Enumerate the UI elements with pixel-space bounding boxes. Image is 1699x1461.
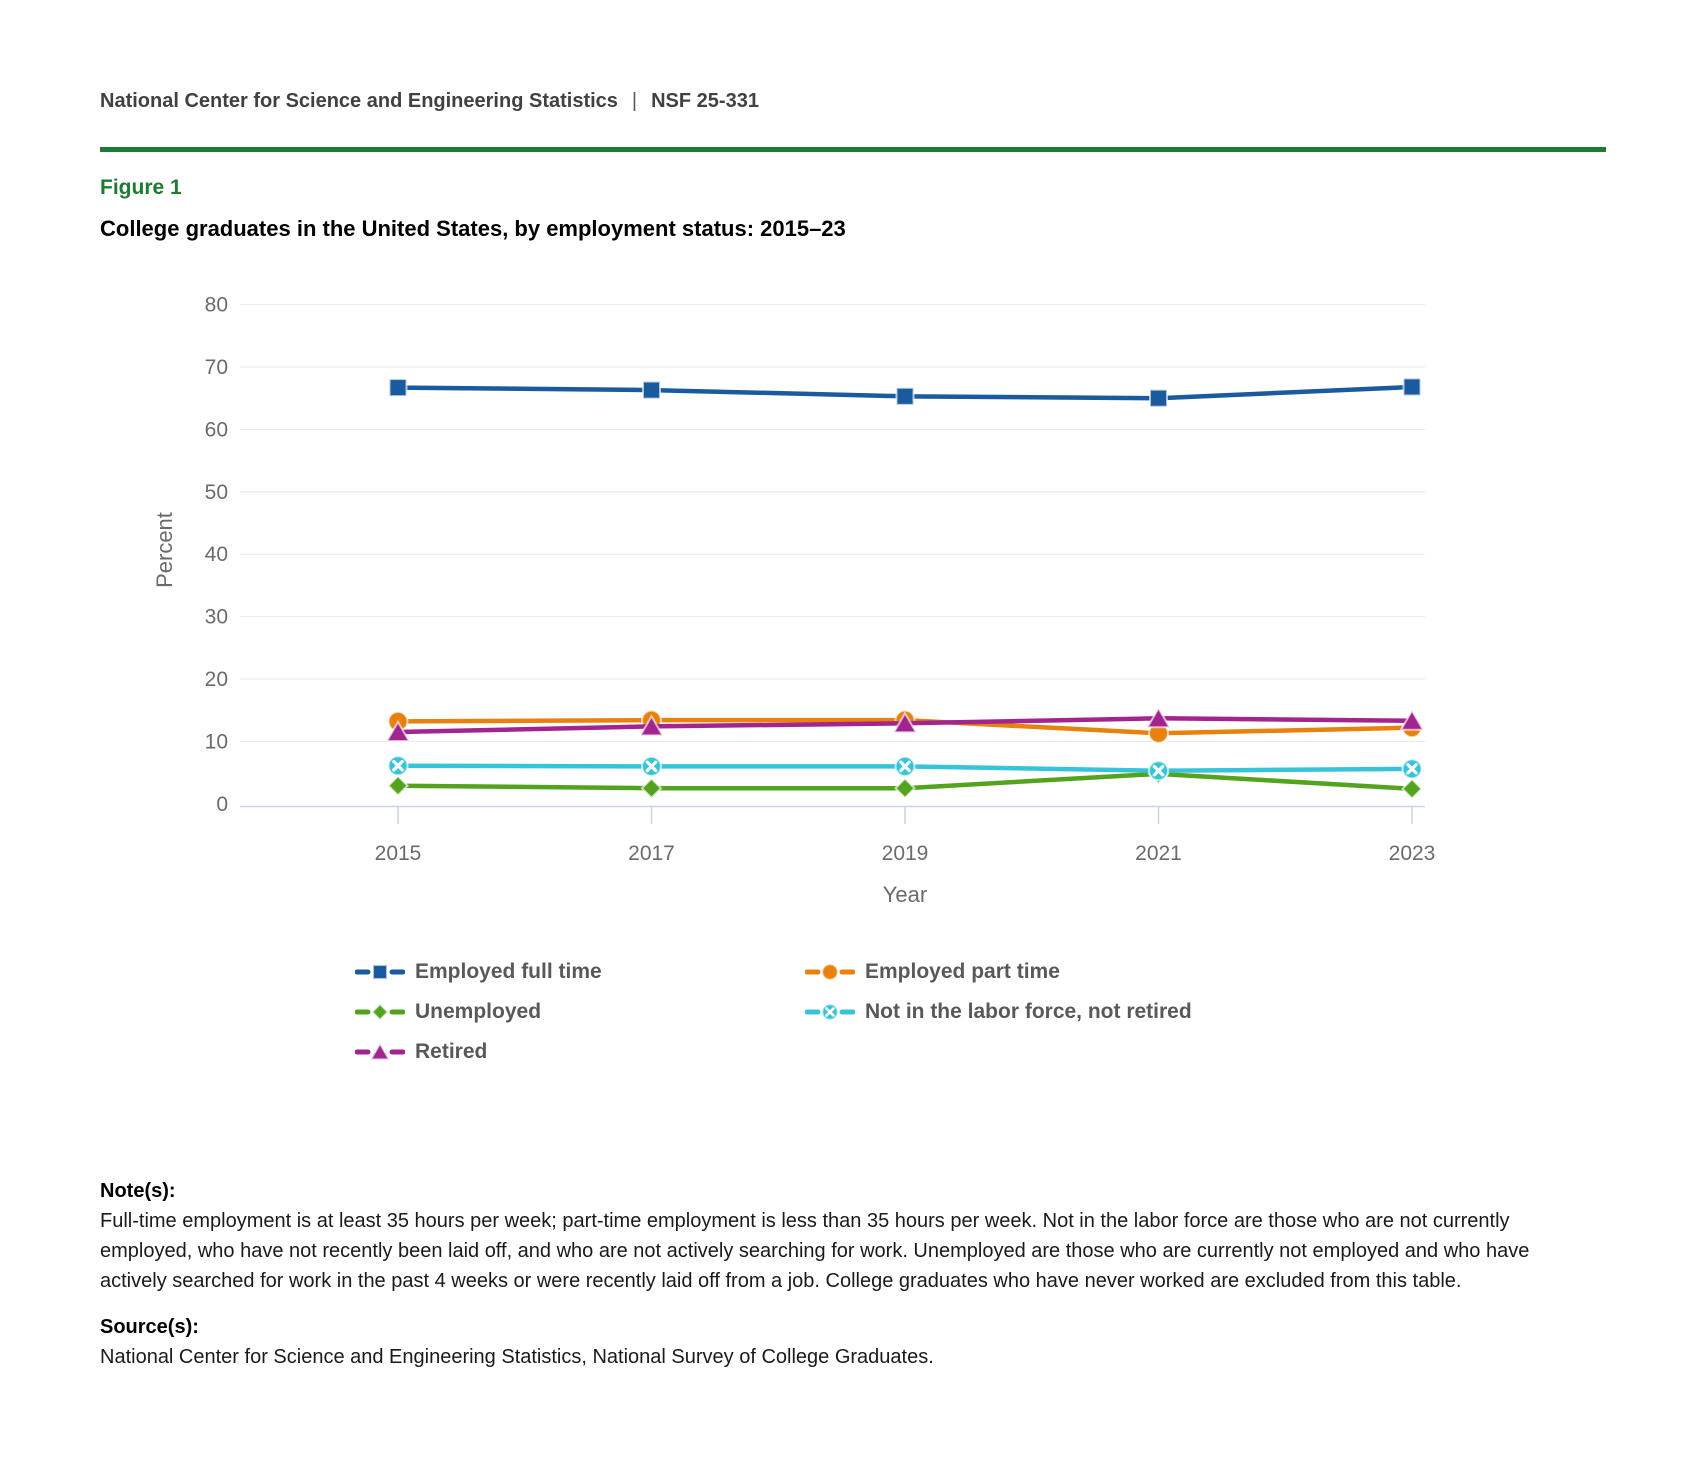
legend-item-not-in-labor-force[interactable] [805,1000,1192,1024]
report-number: NSF 25-331 [651,90,759,112]
marker-employed-full-time[interactable] [390,379,407,396]
legend-marker-employed-full-time[interactable] [373,965,387,979]
legend-label: Not in the labor force, not retired [865,1000,1192,1023]
y-axis-tick-label: 60 [204,418,228,442]
legend-item-employed-part-time[interactable] [805,960,1060,984]
sources-heading: Source(s): [100,1316,199,1338]
legend-label: Employed full time [415,960,602,983]
notes-section [100,1176,1600,1372]
line-chart [0,250,1500,930]
chart-svg [0,250,1500,930]
legend-label: Unemployed [415,1000,542,1023]
legend-label: Employed part time [865,960,1060,983]
legend-key-triangle-icon [355,1040,405,1064]
y-axis-tick-label: 10 [204,730,228,754]
legend-row [355,1032,1192,1072]
legend-key-circle-x-icon [805,1000,855,1024]
x-axis-tick-label: 2023 [1388,842,1436,865]
x-axis-title: Year [882,882,928,907]
header-separator: | [631,90,638,112]
figure-label: Figure 1 [100,176,182,199]
marker-unemployed[interactable] [1403,779,1422,798]
legend-item-employed-full-time[interactable] [355,960,805,984]
legend-row [355,952,1192,992]
figure-title: College graduates in the United States, by employment status: 2015–23 [100,216,846,241]
marker-unemployed[interactable] [896,779,915,798]
y-axis-tick-label: 80 [204,293,228,317]
y-axis-tick-label: 70 [204,356,228,379]
x-axis-tick-label: 2015 [374,842,422,865]
sources-body: National Center for Science and Engineering Statistics, National Survey of College Graduates. [100,1346,934,1368]
y-axis-tick-label: 40 [204,543,228,567]
legend-key-diamond-icon [355,1000,405,1024]
x-axis-tick-label: 2017 [628,842,675,865]
notes-body: Full-time employment is at least 35 hours per week; part-time employment is less than 35 hours per week. Not in the labor force are those who are not currently employed, who have not recently been laid off, and who are not actively searching for work. Unemployed are those who are currently not employed and who have actively searched for work in the past 4 weeks or were recently laid off from a job. College graduates who have never worked are excluded from this table. [100,1210,1530,1292]
legend-marker-unemployed[interactable] [372,1004,388,1020]
x-axis-tick-label: 2019 [881,842,929,865]
legend-marker-retired[interactable] [371,1044,389,1060]
notes-heading: Note(s): [100,1180,176,1202]
y-axis-tick-label: 0 [216,792,228,816]
legend-key-circle-icon [805,960,855,984]
y-axis-tick-label: 50 [204,480,228,504]
legend-item-retired[interactable] [355,1040,805,1064]
y-axis-title: Percent [152,512,177,588]
chart-legend [355,952,1192,1072]
y-axis-tick-label: 30 [204,605,228,629]
marker-employed-full-time[interactable] [1150,390,1167,407]
marker-employed-full-time[interactable] [897,388,914,405]
legend-item-unemployed[interactable] [355,1000,805,1024]
org-name: National Center for Science and Engineering Statistics [100,90,618,112]
doc-header [100,90,759,113]
x-axis-tick-label: 2021 [1135,842,1182,865]
legend-marker-employed-part-time[interactable] [822,964,838,980]
marker-unemployed[interactable] [642,779,661,798]
y-axis-tick-label: 20 [204,668,228,691]
legend-row [355,992,1192,1032]
marker-employed-full-time[interactable] [643,382,660,399]
marker-unemployed[interactable] [389,776,408,795]
header-rule [100,147,1606,152]
marker-employed-full-time[interactable] [1404,378,1421,395]
legend-key-square-icon [355,960,405,984]
legend-label: Retired [415,1040,488,1063]
